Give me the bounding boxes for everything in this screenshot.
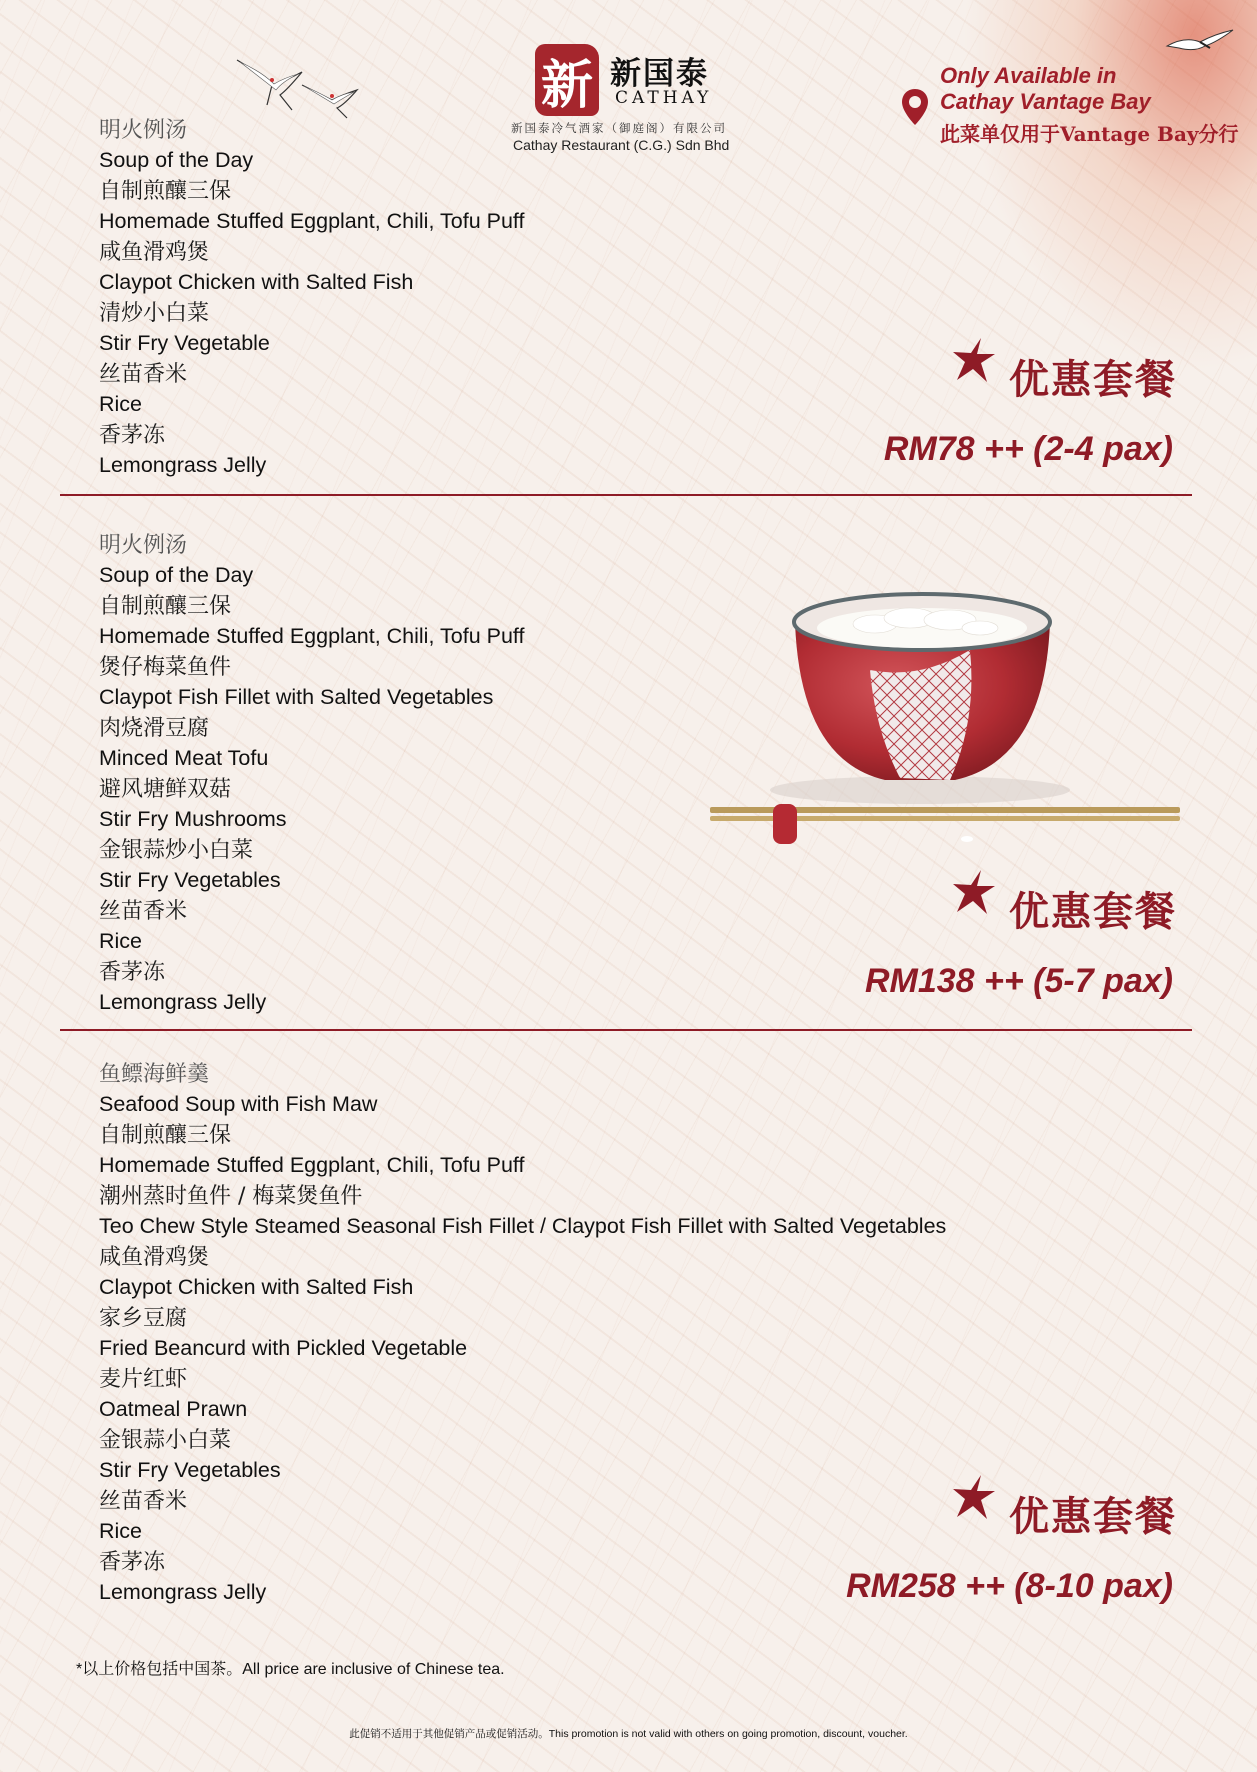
logo-chinese-name: 新国泰 bbox=[610, 56, 709, 92]
item-name-english: Oatmeal Prawn bbox=[99, 1397, 248, 1421]
item-name-chinese: 家乡豆腐 bbox=[99, 1306, 188, 1331]
item-name-english: Claypot Chicken with Salted Fish bbox=[99, 270, 414, 294]
item-name-chinese: 香茅冻 bbox=[99, 960, 166, 985]
item-name-english: Seafood Soup with Fish Maw bbox=[99, 1092, 378, 1116]
item-name-english: Stir Fry Vegetables bbox=[99, 868, 281, 892]
item-name-english: Soup of the Day bbox=[99, 563, 254, 587]
item-name-chinese: 自制煎釀三保 bbox=[99, 594, 232, 619]
promo-block bbox=[837, 1475, 1257, 1615]
item-name-english: Homemade Stuffed Eggplant, Chili, Tofu Puff bbox=[99, 624, 525, 648]
item-name-chinese: 丝苗香米 bbox=[99, 899, 188, 924]
availability-line-3: 此菜单仅用于Vantage Bay分行 bbox=[940, 122, 1239, 146]
item-name-chinese: 明火例汤 bbox=[99, 533, 188, 558]
item-name-chinese: 金银蒜小白菜 bbox=[99, 1428, 232, 1453]
item-name-chinese: 肉烧滑豆腐 bbox=[99, 716, 210, 741]
set-price: RM138 ++ (5-7 pax) bbox=[864, 962, 1173, 1000]
availability-line-2: Cathay Vantage Bay bbox=[940, 89, 1151, 114]
item-name-chinese: 潮州蒸时鱼件 / 梅菜煲鱼件 bbox=[99, 1184, 363, 1209]
menu-set-1 bbox=[0, 118, 1257, 498]
promo-block bbox=[837, 338, 1257, 478]
set-price: RM258 ++ (8-10 pax) bbox=[846, 1567, 1173, 1605]
logo-mark: 新 bbox=[535, 44, 599, 116]
item-name-chinese: 金银蒜炒小白菜 bbox=[99, 838, 254, 863]
tea-footnote: *以上价格包括中国茶。All price are inclusive of Chinese tea. bbox=[76, 1661, 505, 1678]
promo-block bbox=[837, 870, 1257, 1010]
item-name-english: Soup of the Day bbox=[99, 148, 254, 172]
menu-set-2 bbox=[0, 533, 1257, 1013]
promo-label: 优惠套餐 bbox=[1009, 356, 1177, 403]
company-name-chinese: 新国泰冷气酒家（御庭阁）有限公司 bbox=[511, 121, 727, 135]
cranes-illustration bbox=[232, 50, 367, 120]
star-icon bbox=[951, 1473, 999, 1521]
flying-crane-illustration bbox=[1165, 26, 1235, 56]
item-name-english: Teo Chew Style Steamed Seasonal Fish Fillet / Claypot Fish Fillet with Salted Vegetables bbox=[99, 1214, 947, 1238]
item-name-chinese: 香茅冻 bbox=[99, 423, 166, 448]
section-divider bbox=[60, 494, 1192, 496]
item-name-english: Homemade Stuffed Eggplant, Chili, Tofu Puff bbox=[99, 209, 525, 233]
item-name-english: Stir Fry Vegetable bbox=[99, 331, 270, 355]
item-name-english: Claypot Fish Fillet with Salted Vegetables bbox=[99, 685, 494, 709]
item-name-chinese: 清炒小白菜 bbox=[99, 301, 210, 326]
star-icon bbox=[951, 868, 999, 916]
item-name-chinese: 自制煎釀三保 bbox=[99, 1123, 232, 1148]
item-name-chinese: 自制煎釀三保 bbox=[99, 179, 232, 204]
item-name-english: Rice bbox=[99, 929, 143, 953]
item-name-english: Stir Fry Mushrooms bbox=[99, 807, 287, 831]
item-name-chinese: 避风塘鲜双菇 bbox=[99, 777, 232, 802]
item-name-chinese: 咸鱼滑鸡煲 bbox=[99, 240, 210, 265]
item-name-english: Lemongrass Jelly bbox=[99, 990, 267, 1014]
item-name-chinese: 咸鱼滑鸡煲 bbox=[99, 1245, 210, 1270]
item-name-english: Lemongrass Jelly bbox=[99, 453, 267, 477]
menu-set-3 bbox=[0, 1062, 1257, 1622]
promotion-disclaimer: 此促销不适用于其他促销产品或促销活动。This promotion is not valid with others on going promotion, discount, voucher. bbox=[349, 1728, 908, 1740]
item-name-english: Lemongrass Jelly bbox=[99, 1580, 267, 1604]
item-name-chinese: 麦片红虾 bbox=[99, 1367, 188, 1392]
star-icon bbox=[951, 336, 999, 384]
item-name-chinese: 丝苗香米 bbox=[99, 362, 188, 387]
item-name-english: Claypot Chicken with Salted Fish bbox=[99, 1275, 414, 1299]
logo-english-name: CATHAY bbox=[615, 88, 713, 108]
set-price: RM78 ++ (2-4 pax) bbox=[883, 430, 1173, 468]
item-name-english: Rice bbox=[99, 1519, 143, 1543]
item-name-chinese: 鱼鳔海鲜羹 bbox=[99, 1062, 210, 1087]
promo-label: 优惠套餐 bbox=[1009, 1493, 1177, 1540]
item-name-chinese: 香茅冻 bbox=[99, 1550, 166, 1575]
item-name-chinese: 煲仔梅菜鱼件 bbox=[99, 655, 232, 680]
item-name-english: Minced Meat Tofu bbox=[99, 746, 269, 770]
company-name-english: Cathay Restaurant (C.G.) Sdn Bhd bbox=[513, 137, 730, 153]
item-name-english: Fried Beancurd with Pickled Vegetable bbox=[99, 1336, 468, 1360]
section-divider bbox=[60, 1029, 1192, 1031]
availability-line-1: Only Available in bbox=[940, 63, 1117, 88]
item-name-english: Homemade Stuffed Eggplant, Chili, Tofu Puff bbox=[99, 1153, 525, 1177]
item-name-english: Stir Fry Vegetables bbox=[99, 1458, 281, 1482]
item-name-english: Rice bbox=[99, 392, 143, 416]
item-name-chinese: 丝苗香米 bbox=[99, 1489, 188, 1514]
item-name-chinese: 明火例汤 bbox=[99, 118, 188, 143]
promo-label: 优惠套餐 bbox=[1009, 888, 1177, 935]
